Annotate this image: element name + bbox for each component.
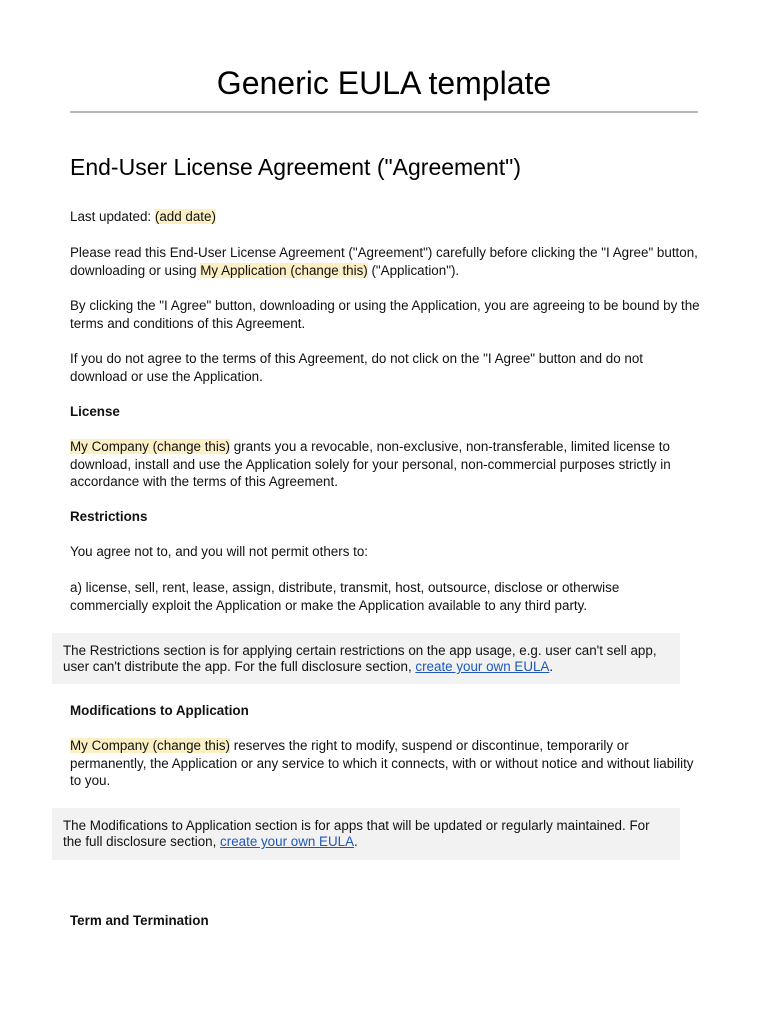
restriction-item-a: a) license, sell, rent, lease, assign, distribute, transmit, host, outsource, disclose or otherwise commercially exploit the Application or make the Application available to any third party. bbox=[70, 580, 620, 613]
term-termination-heading: Term and Termination bbox=[70, 913, 209, 928]
last-updated-label: Last updated: bbox=[70, 209, 155, 224]
restrictions-note-end: . bbox=[549, 659, 554, 675]
modifications-note bbox=[52, 808, 680, 860]
last-updated-placeholder: (add date) bbox=[154, 209, 216, 224]
license-paragraph bbox=[70, 438, 700, 491]
app-name-placeholder: My Application (change this) bbox=[200, 262, 368, 278]
title-divider bbox=[70, 111, 698, 113]
intro-text: Please read this End-User License Agreement ("Agreement") carefully before clicking the "I Agree" button, downloading or using bbox=[70, 245, 698, 278]
restrictions-lead: You agree not to, and you will not permit others to: bbox=[70, 544, 368, 559]
disagree-paragraph: If you do not agree to the terms of this Agreement, do not click on the "I Agree" button and do not download or use the Application. bbox=[70, 351, 644, 384]
document-title: Generic EULA template bbox=[216, 65, 552, 101]
company-name-placeholder: My Company (change this) bbox=[70, 439, 231, 454]
modifications-paragraph bbox=[70, 737, 700, 790]
license-heading: License bbox=[70, 404, 120, 419]
create-eula-link[interactable]: create your own EULA bbox=[415, 659, 550, 675]
intro-paragraph bbox=[70, 244, 700, 279]
restrictions-note-text: The Restrictions section is for applying certain restrictions on the app usage, e.g. user can't sell app, user can't distribute the app. For the full disclosure section, bbox=[63, 643, 657, 675]
intro-text-end: ("Application"). bbox=[367, 262, 460, 278]
restrictions-heading: Restrictions bbox=[70, 509, 148, 524]
license-text: grants you a revocable, non-exclusive, non-transferable, limited license to download, install and use the Application solely for your personal, non-commercial purposes strictly in accordance with the terms of this Agreement. bbox=[70, 439, 671, 490]
last-updated-line bbox=[70, 208, 700, 226]
company-name-placeholder: My Company (change this) bbox=[70, 738, 231, 753]
create-eula-link[interactable]: create your own EULA bbox=[220, 834, 355, 850]
agree-paragraph: By clicking the "I Agree" button, downloading or using the Application, you are agreeing to be bound by the terms and conditions of this Agreement. bbox=[70, 298, 700, 331]
agreement-heading: End-User License Agreement ("Agreement") bbox=[70, 154, 521, 180]
modifications-heading: Modifications to Application bbox=[70, 703, 249, 718]
modifications-note-text: The Modifications to Application section is for apps that will be updated or regularly maintained. For the full disclosure section, bbox=[63, 818, 650, 850]
modifications-note-end: . bbox=[354, 834, 358, 850]
modifications-text: reserves the right to modify, suspend or discontinue, temporarily or permanently, the Application or any service to which it connects, with or without notice and without liability to you. bbox=[70, 738, 694, 789]
restrictions-note bbox=[52, 633, 680, 684]
